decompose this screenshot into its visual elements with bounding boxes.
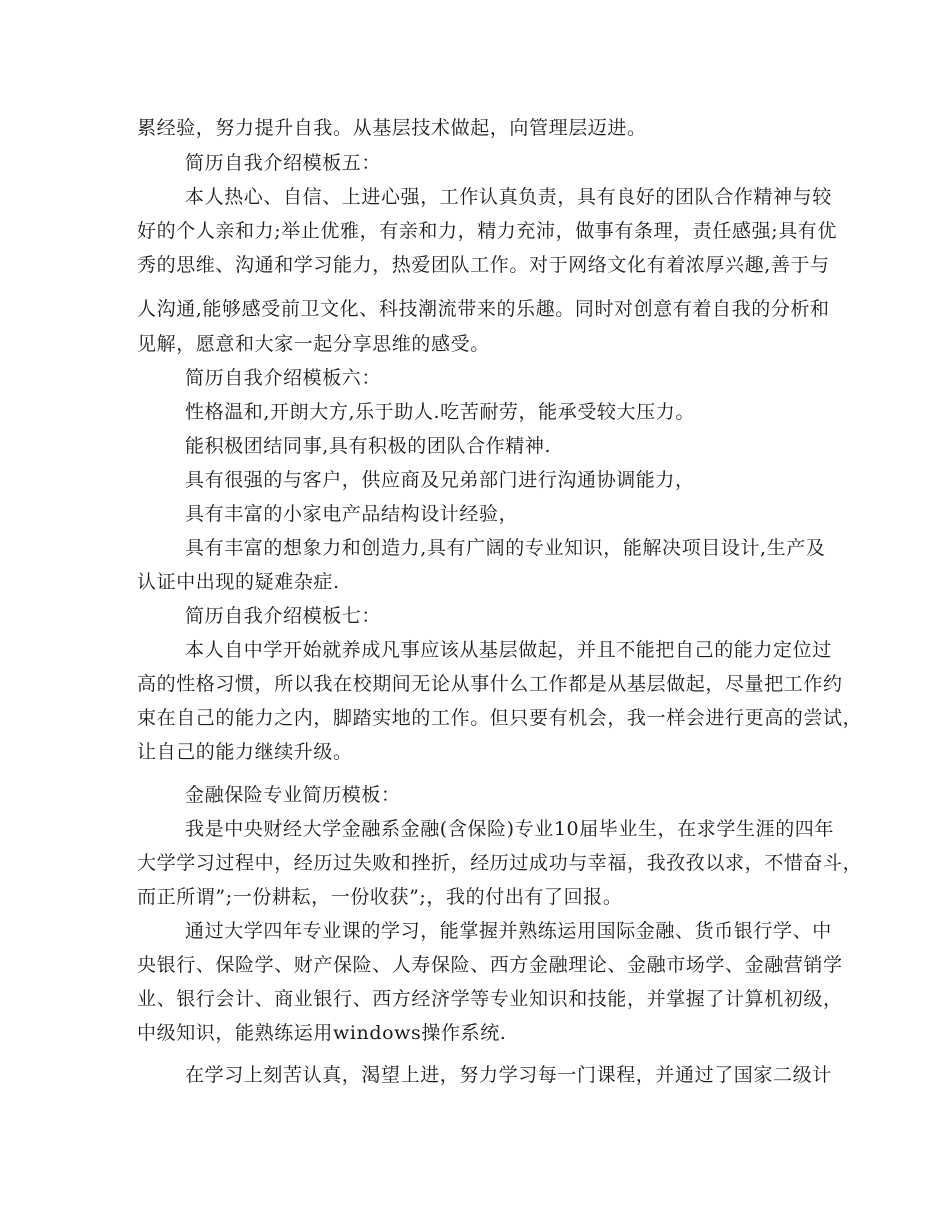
text-line: 业、银行会计、商业银行、西方经济学等专业知识和技能，并掌握了计算机初级， [137, 988, 843, 1010]
text-line: 央银行、保险学、财产保险、人寿保险、西方金融理论、金融市场学、金融营销学 [137, 954, 843, 976]
text-line: 累经验，努力提升自我。从基层技术做起，向管理层迈进。 [137, 117, 647, 139]
text-line: 让自己的能力继续升级。 [137, 741, 353, 763]
text-line: 在学习上刻苦认真，渴望上进，努力学习每一门课程，并通过了国家二级计 [185, 1064, 832, 1086]
section-heading: 简历自我介绍模板七： [185, 605, 382, 627]
text-line: 通过大学四年专业课的学习，能掌握并熟练运用国际金融、货币银行学、中 [185, 920, 832, 942]
text-line: 本人自中学开始就养成凡事应该从基层做起，并且不能把自己的能力定位过 [185, 639, 832, 661]
text-line: 人沟通,能够感受前卫文化、科技潮流带来的乐趣。同时对创意有着自我的分析和 [137, 298, 830, 320]
text-line: 好的个人亲和力;举止优雅，有亲和力，精力充沛，做事有条理，责任感强;具有优 [137, 220, 838, 242]
text-line: 认证中出现的疑难杂症. [137, 571, 340, 593]
text-line: 见解，愿意和大家一起分享思维的感受。 [137, 333, 490, 355]
text-line: 高的性格习惯，所以我在校期间无论从事什么工作都是从基层做起，尽量把工作约 [137, 673, 843, 695]
section-heading: 简历自我介绍模板五： [185, 152, 382, 174]
section-heading: 简历自我介绍模板六： [185, 367, 382, 389]
text-line: 而正所谓”;一份耕耘，一份收获”;，我的付出有了回报。 [137, 886, 623, 908]
text-line: 具有丰富的想象力和创造力,具有广阔的专业知识，能解决项目设计,生产及 [185, 537, 826, 559]
text-line: 性格温和,开朗大方,乐于助人.吃苦耐劳，能承受较大压力。 [185, 401, 695, 423]
text-line: 具有很强的与客户，供应商及兄弟部门进行沟通协调能力， [185, 469, 695, 491]
text-line: 能积极团结同事,具有积极的团队合作精神. [185, 435, 552, 457]
section-heading: 金融保险专业简历模板： [185, 784, 401, 806]
text-line: 我是中央财经大学金融系金融(含保险)专业10届毕业生，在求学生涯的四年 [185, 818, 835, 840]
text-line: 秀的思维、沟通和学习能力，热爱团队工作。对于网络文化有着浓厚兴趣,善于与 [137, 254, 830, 276]
text-line: 本人热心、自信、上进心强，工作认真负责，具有良好的团队合作精神与较 [185, 186, 832, 208]
text-line: 束在自己的能力之内，脚踏实地的工作。但只要有机会，我一样会进行更高的尝试， [137, 707, 863, 729]
text-line: 大学学习过程中，经历过失败和挫折，经历过成功与幸福，我孜孜以求，不惜奋斗， [137, 852, 863, 874]
text-line: 中级知识，能熟练运用windows操作系统. [137, 1022, 507, 1044]
text-line: 具有丰富的小家电产品结构设计经验， [185, 503, 519, 525]
